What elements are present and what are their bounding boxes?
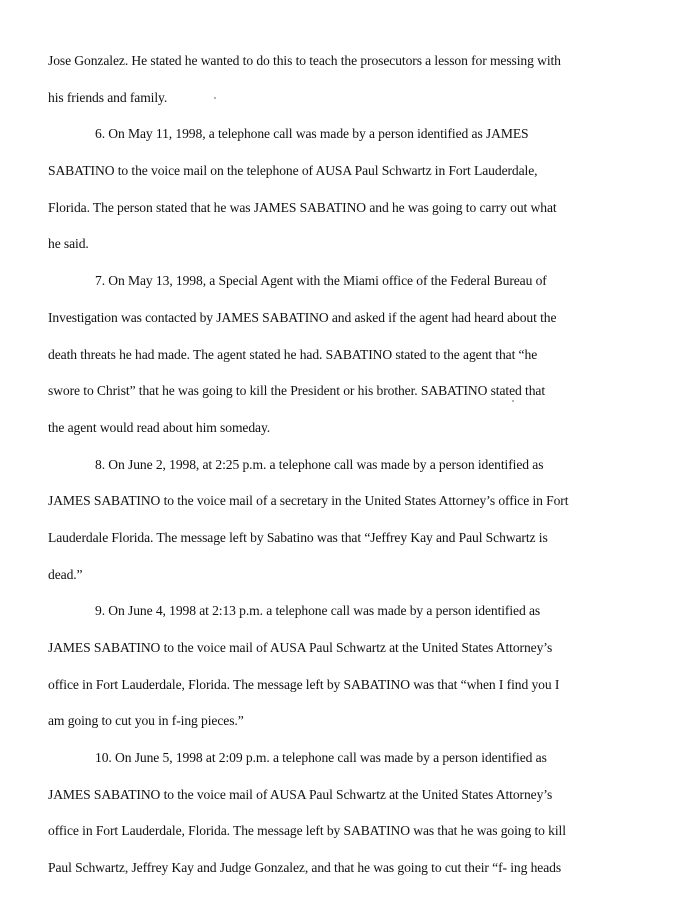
paragraph-8-first-line: 8. On June 2, 1998, at 2:25 p.m. a telephone call was made by a person identified as bbox=[95, 456, 544, 472]
text-line: Florida. The person stated that he was JAMES SABATINO and he was going to carry out what bbox=[48, 199, 557, 215]
document-body bbox=[48, 43, 660, 887]
text-line: swore to Christ” that he was going to kill the President or his brother. SABATINO stated that bbox=[48, 383, 546, 399]
text-line: the agent would read about him someday. bbox=[48, 419, 271, 435]
paragraph-10-first-line: 10. On June 5, 1998 at 2:09 p.m. a telephone call was made by a person identified as bbox=[95, 750, 547, 766]
text-line: he said. bbox=[48, 236, 89, 252]
scan-speck bbox=[214, 97, 216, 99]
text-line: JAMES SABATINO to the voice mail of a secretary in the United States Attorney’s office in Fort bbox=[48, 493, 569, 509]
text-line: his friends and family. bbox=[48, 89, 168, 105]
text-line: dead.” bbox=[48, 566, 83, 582]
paragraph-7-first-line: 7. On May 13, 1998, a Special Agent with the Miami office of the Federal Bureau of bbox=[95, 273, 547, 289]
text-line: Lauderdale Florida. The message left by Sabatino was that “Jeffrey Kay and Paul Schwartz is bbox=[48, 529, 548, 545]
text-line: JAMES SABATINO to the voice mail of AUSA Paul Schwartz at the United States Attorney’s bbox=[48, 640, 553, 655]
paragraph-9-first-line: 9. On June 4, 1998 at 2:13 p.m. a telephone call was made by a person identified as bbox=[95, 603, 541, 619]
text-line: SABATINO to the voice mail on the telephone of AUSA Paul Schwartz in Fort Lauderdale, bbox=[48, 163, 538, 179]
text-line: JAMES SABATINO to the voice mail of AUSA Paul Schwartz at the United States Attorney’s bbox=[48, 786, 553, 802]
text-line: death threats he had made. The agent stated he had. SABATINO stated to the agent that “he bbox=[48, 346, 538, 362]
text-line: am going to cut you in f-ing pieces.” bbox=[48, 713, 244, 729]
paragraph-6-first-line: 6. On May 11, 1998, a telephone call was made by a person identified as JAMES bbox=[95, 126, 529, 142]
text-line: Investigation was contacted by JAMES SABATINO and asked if the agent had heard about the bbox=[48, 309, 557, 325]
text-line: office in Fort Lauderdale, Florida. The message left by SABATINO was that he was going to kill bbox=[48, 823, 566, 839]
text-line: office in Fort Lauderdale, Florida. The message left by SABATINO was that “when I find you I bbox=[48, 676, 560, 692]
text-line: Paul Schwartz, Jeffrey Kay and Judge Gonzalez, and that he was going to cut their “f- ing heads bbox=[48, 860, 562, 876]
scan-speck bbox=[512, 400, 514, 402]
text-line: Jose Gonzalez. He stated he wanted to do this to teach the prosecutors a lesson for messing with bbox=[48, 53, 561, 68]
